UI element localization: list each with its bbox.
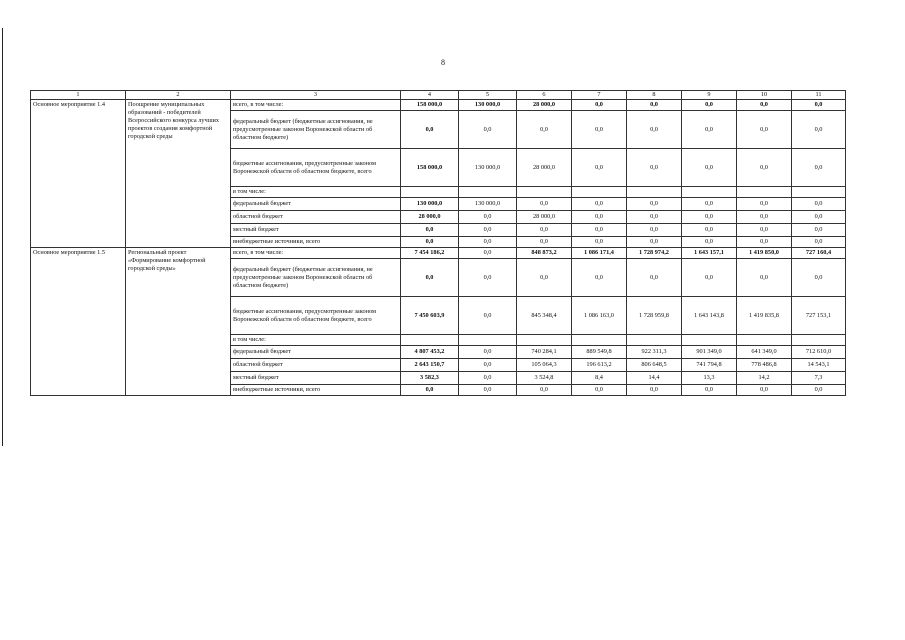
- amount-cell: [737, 335, 792, 346]
- amount-cell: [401, 187, 459, 198]
- amount-cell: 0,0: [737, 149, 792, 187]
- amount-cell: 0,0: [737, 237, 792, 248]
- amount-cell: 0,0: [572, 100, 627, 111]
- amount-cell: 2 643 150,7: [401, 359, 459, 372]
- amount-cell: 0,0: [572, 198, 627, 211]
- amount-cell: 0,0: [682, 224, 737, 237]
- amount-cell: 1 086 171,4: [572, 248, 627, 259]
- amount-cell: 1 643 143,8: [682, 297, 737, 335]
- amount-cell: 0,0: [459, 259, 517, 297]
- amount-cell: 0,0: [627, 211, 682, 224]
- amount-cell: 0,0: [627, 198, 682, 211]
- column-number-5: 5: [459, 91, 517, 100]
- project-name-cell: Региональный проект «Формирование комфортной городской среды»: [126, 248, 231, 396]
- amount-cell: 0,0: [401, 385, 459, 396]
- amount-cell: 0,0: [737, 211, 792, 224]
- amount-cell: 130 000,0: [401, 198, 459, 211]
- amount-cell: [572, 335, 627, 346]
- amount-cell: 0,0: [792, 100, 846, 111]
- amount-cell: 105 064,3: [517, 359, 572, 372]
- left-margin-rule: [2, 28, 3, 446]
- activity-name-cell: Основное мероприятие 1.5: [31, 248, 126, 396]
- amount-cell: [627, 335, 682, 346]
- amount-cell: 0,0: [627, 385, 682, 396]
- funding-source-label: местный бюджет: [231, 372, 401, 385]
- column-number-3: 3: [231, 91, 401, 100]
- column-number-1: 1: [31, 91, 126, 100]
- amount-cell: 0,0: [459, 385, 517, 396]
- amount-cell: 0,0: [737, 385, 792, 396]
- column-number-6: 6: [517, 91, 572, 100]
- amount-cell: 3 582,3: [401, 372, 459, 385]
- funding-source-label: областной бюджет: [231, 359, 401, 372]
- amount-cell: 0,0: [459, 111, 517, 149]
- column-number-7: 7: [572, 91, 627, 100]
- funding-source-label: областной бюджет: [231, 211, 401, 224]
- amount-cell: 1 643 157,1: [682, 248, 737, 259]
- funding-source-label: федеральный бюджет: [231, 346, 401, 359]
- amount-cell: 1 728 974,2: [627, 248, 682, 259]
- amount-cell: 7 450 603,9: [401, 297, 459, 335]
- funding-source-label: всего, в том числе:: [231, 100, 401, 111]
- funding-source-label: в том числе:: [231, 335, 401, 346]
- amount-cell: 3 524,8: [517, 372, 572, 385]
- amount-cell: 0,0: [682, 100, 737, 111]
- funding-source-label: федеральный бюджет (бюджетные ассигнования, не предусмотренные законом Воронежской области об областном бюджете): [231, 111, 401, 149]
- amount-cell: [401, 335, 459, 346]
- amount-cell: 727 160,4: [792, 248, 846, 259]
- amount-cell: [517, 335, 572, 346]
- amount-cell: 0,0: [737, 259, 792, 297]
- amount-cell: 0,0: [627, 237, 682, 248]
- amount-cell: [792, 335, 846, 346]
- amount-cell: [459, 187, 517, 198]
- table-row: [31, 248, 846, 259]
- amount-cell: 0,0: [792, 111, 846, 149]
- amount-cell: 0,0: [572, 149, 627, 187]
- amount-cell: 0,0: [627, 149, 682, 187]
- amount-cell: [459, 335, 517, 346]
- funding-source-label: федеральный бюджет: [231, 198, 401, 211]
- column-number-11: 11: [792, 91, 846, 100]
- amount-cell: 130 000,0: [459, 100, 517, 111]
- amount-cell: 14,4: [627, 372, 682, 385]
- column-number-8: 8: [627, 91, 682, 100]
- amount-cell: 196 613,2: [572, 359, 627, 372]
- amount-cell: 0,0: [517, 198, 572, 211]
- amount-cell: 848 873,2: [517, 248, 572, 259]
- amount-cell: 0,0: [682, 198, 737, 211]
- amount-cell: 28 000,0: [517, 100, 572, 111]
- amount-cell: 0,0: [572, 111, 627, 149]
- table-row: [31, 100, 846, 111]
- amount-cell: 0,0: [401, 259, 459, 297]
- amount-cell: 28 000,0: [517, 149, 572, 187]
- amount-cell: 0,0: [792, 224, 846, 237]
- amount-cell: [627, 187, 682, 198]
- amount-cell: 1 419 850,0: [737, 248, 792, 259]
- column-number-row: [31, 91, 846, 100]
- amount-cell: 130 000,0: [459, 149, 517, 187]
- amount-cell: 0,0: [682, 259, 737, 297]
- amount-cell: 0,0: [792, 149, 846, 187]
- amount-cell: 0,0: [459, 248, 517, 259]
- amount-cell: 0,0: [792, 211, 846, 224]
- funding-source-label: бюджетные ассигнования, предусмотренные законом Воронежской области об областном бюджете, всего: [231, 149, 401, 187]
- amount-cell: 0,0: [459, 346, 517, 359]
- amount-cell: [792, 187, 846, 198]
- amount-cell: 1 728 959,8: [627, 297, 682, 335]
- column-number-2: 2: [126, 91, 231, 100]
- amount-cell: [682, 335, 737, 346]
- amount-cell: 0,0: [572, 211, 627, 224]
- amount-cell: 14,2: [737, 372, 792, 385]
- amount-cell: 740 284,1: [517, 346, 572, 359]
- amount-cell: [682, 187, 737, 198]
- amount-cell: [517, 187, 572, 198]
- amount-cell: 889 549,8: [572, 346, 627, 359]
- amount-cell: 0,0: [737, 111, 792, 149]
- amount-cell: 0,0: [401, 111, 459, 149]
- amount-cell: 0,0: [572, 259, 627, 297]
- amount-cell: 0,0: [517, 237, 572, 248]
- funding-source-label: в том числе:: [231, 187, 401, 198]
- amount-cell: 0,0: [459, 224, 517, 237]
- amount-cell: 641 349,0: [737, 346, 792, 359]
- budget-table: [30, 90, 846, 396]
- amount-cell: 922 311,3: [627, 346, 682, 359]
- amount-cell: 0,0: [792, 198, 846, 211]
- amount-cell: 4 807 453,2: [401, 346, 459, 359]
- amount-cell: 0,0: [682, 149, 737, 187]
- amount-cell: 7,3: [792, 372, 846, 385]
- amount-cell: 806 648,5: [627, 359, 682, 372]
- column-number-9: 9: [682, 91, 737, 100]
- amount-cell: 0,0: [517, 259, 572, 297]
- amount-cell: 0,0: [572, 224, 627, 237]
- amount-cell: 14 543,1: [792, 359, 846, 372]
- amount-cell: 0,0: [572, 237, 627, 248]
- amount-cell: 0,0: [401, 237, 459, 248]
- funding-source-label: внебюджетные источники, всего: [231, 237, 401, 248]
- amount-cell: 0,0: [627, 100, 682, 111]
- amount-cell: 0,0: [459, 359, 517, 372]
- amount-cell: 0,0: [459, 237, 517, 248]
- amount-cell: 0,0: [627, 224, 682, 237]
- amount-cell: [572, 187, 627, 198]
- column-number-4: 4: [401, 91, 459, 100]
- funding-source-label: местный бюджет: [231, 224, 401, 237]
- amount-cell: 8,4: [572, 372, 627, 385]
- funding-source-label: бюджетные ассигнования, предусмотренные законом Воронежской области об областном бюджете, всего: [231, 297, 401, 335]
- funding-source-label: всего, в том числе:: [231, 248, 401, 259]
- amount-cell: 0,0: [792, 259, 846, 297]
- amount-cell: 0,0: [627, 259, 682, 297]
- amount-cell: 0,0: [517, 224, 572, 237]
- amount-cell: 845 348,4: [517, 297, 572, 335]
- activity-name-cell: Основное мероприятие 1.4: [31, 100, 126, 248]
- amount-cell: [737, 187, 792, 198]
- page-number: 8: [441, 58, 445, 67]
- amount-cell: 712 610,0: [792, 346, 846, 359]
- amount-cell: 741 794,8: [682, 359, 737, 372]
- amount-cell: 1 086 163,0: [572, 297, 627, 335]
- column-number-10: 10: [737, 91, 792, 100]
- amount-cell: 28 000,0: [517, 211, 572, 224]
- amount-cell: 0,0: [682, 237, 737, 248]
- amount-cell: 0,0: [572, 385, 627, 396]
- funding-source-label: внебюджетные источники, всего: [231, 385, 401, 396]
- amount-cell: 158 000,0: [401, 100, 459, 111]
- amount-cell: 130 000,0: [459, 198, 517, 211]
- amount-cell: 0,0: [792, 385, 846, 396]
- amount-cell: 28 000,0: [401, 211, 459, 224]
- amount-cell: 158 000,0: [401, 149, 459, 187]
- amount-cell: 0,0: [517, 385, 572, 396]
- amount-cell: 901 349,0: [682, 346, 737, 359]
- amount-cell: 0,0: [737, 198, 792, 211]
- amount-cell: 0,0: [682, 385, 737, 396]
- amount-cell: 0,0: [459, 297, 517, 335]
- amount-cell: 0,0: [682, 211, 737, 224]
- amount-cell: 7 454 186,2: [401, 248, 459, 259]
- amount-cell: 0,0: [737, 224, 792, 237]
- amount-cell: 727 153,1: [792, 297, 846, 335]
- amount-cell: 0,0: [682, 111, 737, 149]
- amount-cell: 0,0: [517, 111, 572, 149]
- amount-cell: 0,0: [627, 111, 682, 149]
- amount-cell: 0,0: [459, 372, 517, 385]
- funding-source-label: федеральный бюджет (бюджетные ассигнования, не предусмотренные законом Воронежской области об областном бюджете): [231, 259, 401, 297]
- project-name-cell: Поощрение муниципальных образований - победителей Всероссийского конкурса лучших проектов создания комфортной городской среды: [126, 100, 231, 248]
- amount-cell: 0,0: [401, 224, 459, 237]
- amount-cell: 0,0: [459, 211, 517, 224]
- amount-cell: 0,0: [737, 100, 792, 111]
- amount-cell: 13,3: [682, 372, 737, 385]
- amount-cell: 778 486,8: [737, 359, 792, 372]
- amount-cell: 0,0: [792, 237, 846, 248]
- amount-cell: 1 419 835,8: [737, 297, 792, 335]
